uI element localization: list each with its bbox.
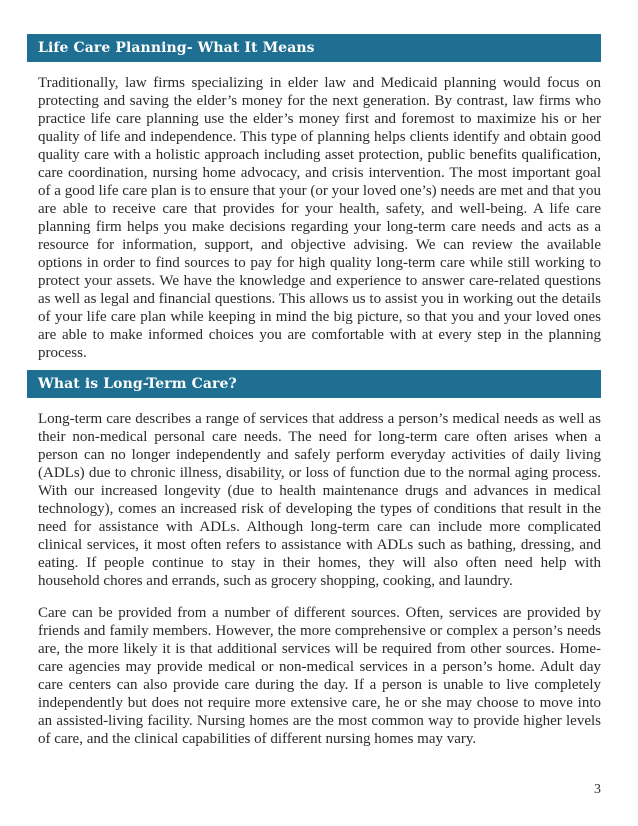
section-header-life-care-planning: [27, 34, 601, 62]
body-paragraph: Long-term care describes a range of services that address a person’s medical needs as well as their non-medical personal care needs. The need for long-term care often arises when a person can no longer independently and safely perform everyday activities of daily living (ADLs) due to chronic illness, disability, or loss of function due to the normal aging process. With our increased longevity (due to health maintenance drugs and advances in medical technology), comes an increased risk of developing the types of conditions that result in the need for assistance with ADLs. Although long-term care can include more complicated clinical services, it most often refers to assistance with ADLs such as bathing, dressing, and eating. If people continue to stay in their homes, they will also often need help with household chores and errands, such as grocery shopping, cooking, and laundry.: [38, 411, 601, 589]
body-paragraph: Traditionally, law firms specializing in elder law and Medicaid planning would focus on protecting and saving the elder’s money for the next generation. By contrast, law firms who practice life care planning use the elder’s money first and foremost to maximize his or her quality of life and independence. This type of planning helps clients identify and obtain good quality care with a holistic approach including asset protection, public benefits qualification, care coordination, nursing home advocacy, and crisis intervention. The most important goal of a good life care plan is to ensure that your (or your loved one’s) needs are met and that you are able to receive care that provides for your health, safety, and well-being. A life care planning firm helps you make decisions regarding your long-term care needs and acts as a resource for information, support, and objective advising. We can review the available options in order to find sources to pay for high quality long-term care while still working to protect your assets. We have the knowledge and experience to answer care-related questions as well as legal and financial questions. This allows us to assist you in working out the details of your life care plan while keeping in mind the big picture, so that you and your loved ones are able to make informed choices you are comfortable with at every step in the planning process.: [38, 75, 601, 361]
section-heading: Life Care Planning- What It Means: [38, 40, 315, 56]
body-paragraph: Care can be provided from a number of different sources. Often, services are provided by friends and family members. However, the more comprehensive or complex a person’s needs are, the more likely it is that additional services will be required from other sources. Home-care agencies may provide medical or non-medical services in a person’s home. Adult day care centers can also provide care during the day. If a person is unable to live completely independently but does not require more extensive care, he or she may choose to move into an assisted-living facility. Nursing homes are the most common way to provide higher levels of care, and the clinical capabilities of different nursing homes may vary.: [38, 605, 601, 747]
section-heading: What is Long-Term Care?: [38, 376, 237, 392]
page-number: 3: [594, 782, 601, 797]
section-header-long-term-care: [27, 370, 601, 398]
